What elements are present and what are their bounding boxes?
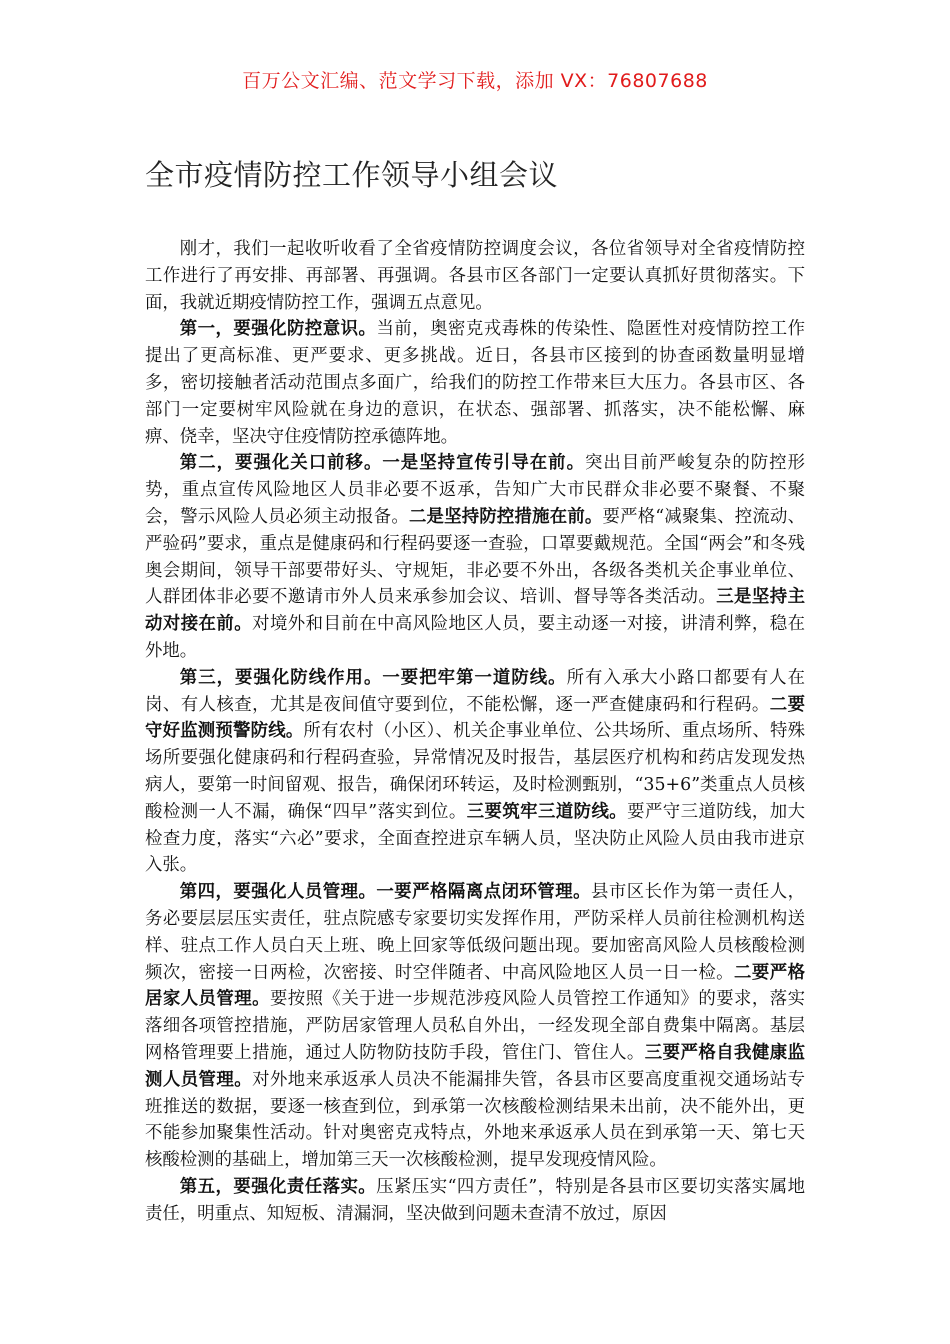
point-2-subheading-c: 三是坚持主动对接在前。 [145, 587, 805, 635]
point-5-heading: 第五，要强化责任落实。 [179, 1176, 377, 1197]
point-3-subheading-c: 三要筑牢三道防线。 [466, 801, 628, 822]
point-1-heading: 第一，要强化防控意识。 [179, 319, 377, 340]
paragraph-intro [145, 236, 805, 316]
point-3-text-a: 所有入承大小路口都要有人在岗、有人核查，尤其是夜间值守要到位，不能松懈，逐一严查健康码和行程码。 [145, 667, 805, 715]
paragraph-point-5 [145, 1174, 805, 1228]
point-3-text-b: 所有农村（小区）、机关企事业单位、公共场所、重点场所、特殊场所要强化健康码和行程码查验，异常情况及时报告，基层医疗机构和药店发现发热病人，要第一时间留观、报告，确保闭环转运，及时检测甄别，“35+6”类重点人员核酸检测一人不漏，确保“四早”落实到位。 [145, 721, 805, 822]
point-2-subheading-b: 二是坚持防控措施在前。 [408, 506, 603, 527]
paragraph-point-4 [145, 879, 805, 1174]
point-4-text-c: 对外地来承返承人员决不能漏排失管，各县市区要高度重视交通场站专班推送的数据，要逐一核查到位，到承第一次核酸检测结果未出前，决不能外出，更不能参加聚集性活动。针对奥密克戎特点，外地来承返承人员在到承第一天、第七天核酸检测的基础上，增加第三天一次核酸检测，提早发现疫情风险。 [145, 1069, 805, 1171]
point-1-text: 当前，奥密克戎毒株的传染性、隐匿性对疫情防控工作提出了更高标准、更严要求、更多挑战。近日，各县市区接到的协查函数量明显增多，密切接触者活动范围点多面广，给我们的防控工作带来巨大压力。各县市区、各部门一定要树牢风险就在身边的意识，在状态、强部署、抓落实，决不能松懈、麻痹、侥幸，坚决守住疫情防控承德阵地。 [145, 319, 805, 447]
point-4-text-b: 要按照《关于进一步规范涉疫风险人员管控工作通知》的要求，落实落细各项管控措施，严防居家管理人员私自外出，一经发现全部自费集中隔离。基层网格管理要上措施，通过人防物防技防手段，管住门、管住人。 [145, 989, 805, 1063]
paragraph-point-1 [145, 316, 805, 450]
watermark-banner: 百万公文汇编、范文学习下载，添加 VX：76807688 [242, 70, 708, 92]
point-4-text-a: 县市区长作为第一责任人，务必要层层压实责任，驻点院感专家要切实发挥作用，严防采样人员前往检测机构送样、驻点工作人员白天上班、晚上回家等低级问题出现。要加密高风险人员核酸检测频次，密接一日两检，次密接、时空伴随者、中高风险地区人员一日一检。 [145, 882, 805, 983]
point-2-text-c: 对境外和目前在中高风险地区人员，要主动逐一对接，讲清利弊，稳在外地。 [145, 614, 805, 661]
point-4-heading: 第四，要强化人员管理。一要严格隔离点闭环管理。 [179, 882, 591, 903]
point-4-subheading-c: 三要严格自我健康监测人员管理。 [145, 1042, 805, 1090]
point-2-heading: 第二，要强化关口前移。一是坚持宣传引导在前。 [179, 453, 585, 474]
point-2-text-a: 突出目前严峻复杂的防控形势，重点宣传风险地区人员非必要不返承，告知广大市民群众非必要不聚餐、不聚会，警示风险人员必须主动报备。 [145, 453, 805, 527]
document-body [145, 236, 805, 1227]
point-4-subheading-b: 二要严格居家人员管理。 [145, 962, 805, 1010]
paragraph-point-3 [145, 665, 805, 879]
point-5-text: 压紧压实“四方责任”，特别是各县市区要切实落实属地责任，明重点、知短板、清漏洞，坚决做到问题未查清不放过，原因 [145, 1176, 805, 1224]
paragraph-point-2 [145, 450, 805, 664]
point-3-subheading-b: 二要守好监测预警防线。 [145, 694, 805, 742]
point-3-heading: 第三，要强化防线作用。一要把牢第一道防线。 [179, 667, 567, 688]
point-2-text-b: 要严格“减聚集、控流动、严验码”要求，重点是健康码和行程码要逐一查验，口罩要戴规范。全国“两会”和冬残奥会期间，领导干部要带好头、守规矩，非必要不外出，各级各类机关企事业单位、人群团体非必要不邀请市外人员来承参加会议、培训、督导等各类活动。 [145, 506, 805, 608]
point-3-text-c: 要严守三道防线，加大检查力度，落实“六必”要求，全面查控进京车辆人员，坚决防止风险人员由我市进京入张。 [145, 801, 805, 876]
document-title: 全市疫情防控工作领导小组会议 [145, 158, 559, 192]
intro-text: 刚才，我们一起收听收看了全省疫情防控调度会议，各位省领导对全省疫情防控工作进行了再安排、再部署、再强调。各县市区各部门一定要认真抓好贯彻落实。下面，我就近期疫情防控工作，强调五点意见。 [145, 239, 805, 313]
